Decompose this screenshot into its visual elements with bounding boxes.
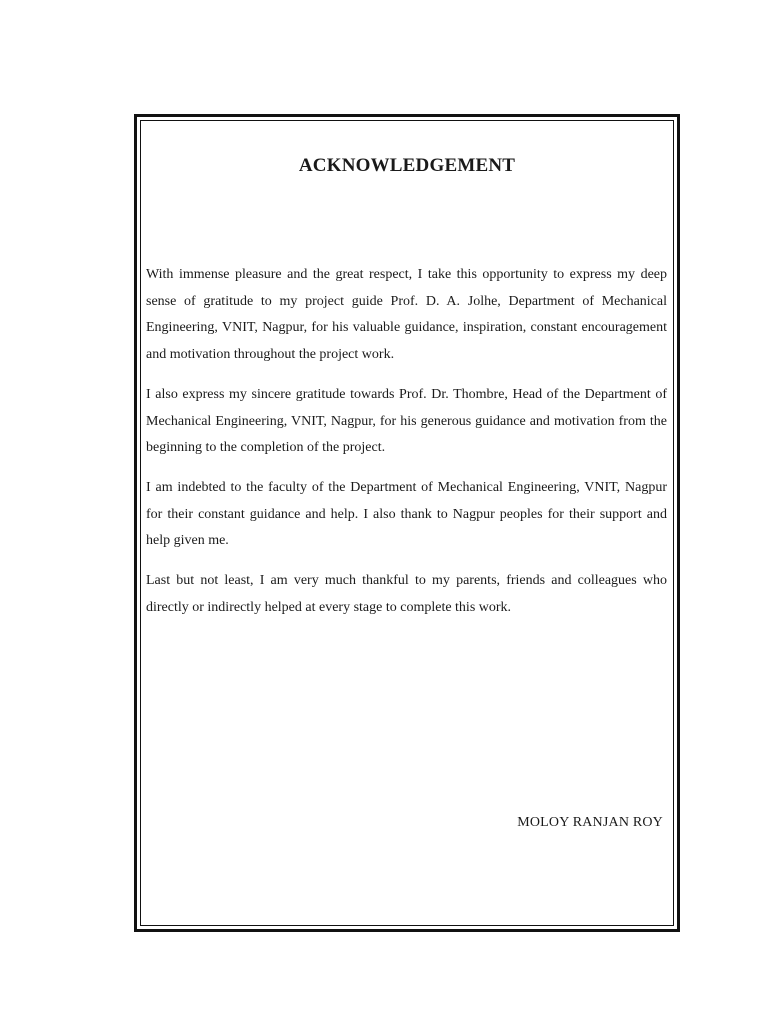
page-title: ACKNOWLEDGEMENT [298, 155, 516, 176]
page-border [134, 114, 680, 932]
author-signature: MOLOY RANJAN ROY [517, 815, 663, 830]
acknowledgement-body [146, 262, 667, 634]
paragraph-head-of-department: I also express my sincere gratitude towards Prof. Dr. Thombre, Head of the Department of Mechanical Engineering, VNIT, Nagpur, for his generous guidance and motivation from the beginning to the completion of the project. [146, 386, 667, 456]
paragraph-guide: With immense pleasure and the great respect, I take this opportunity to express my deep sense of gratitude to my project guide Prof. D. A. Jolhe, Department of Mechanical Engineering, VNIT, Nagpur, for his valuable guidance, inspiration, constant encouragement and motivation throughout the project work. [146, 267, 667, 363]
paragraph-family: Last but not least, I am very much thankful to my parents, friends and colleagues who directly or indirectly helped at every stage to complete this work. [146, 573, 667, 615]
paragraph-faculty: I am indebted to the faculty of the Department of Mechanical Engineering, VNIT, Nagpur for their constant guidance and help. I also thank to Nagpur peoples for their support and help given me. [146, 479, 667, 549]
